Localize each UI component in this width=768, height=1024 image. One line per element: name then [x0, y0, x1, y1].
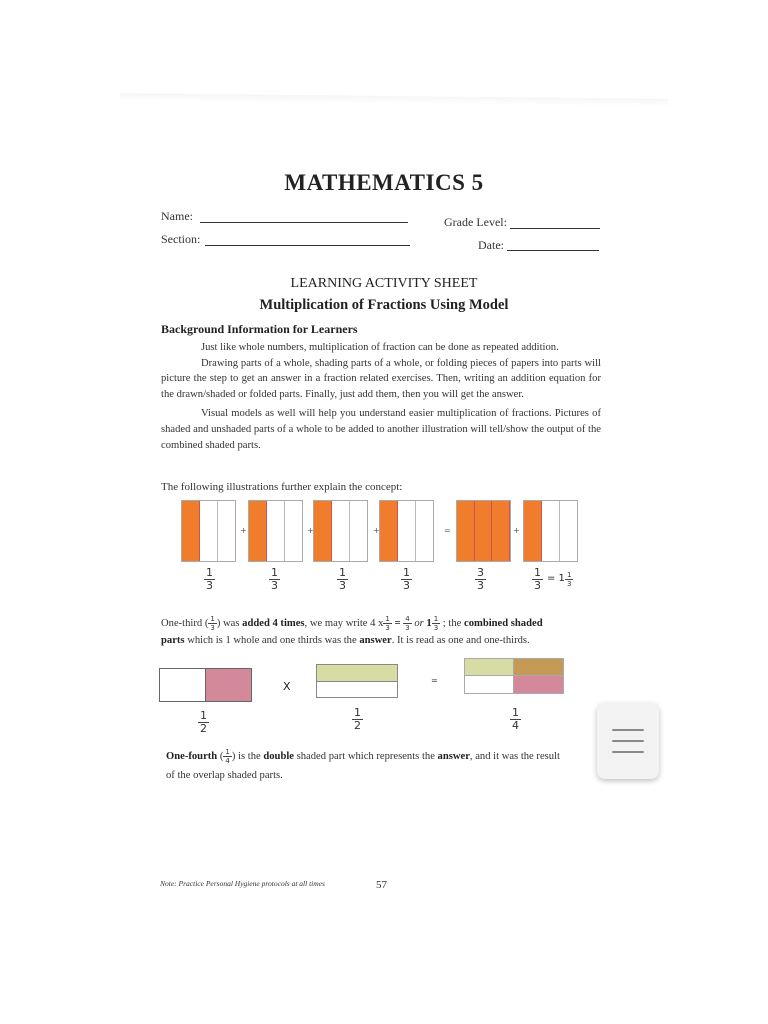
- fraction-numerator: 1: [403, 566, 410, 579]
- fraction-numerator: 1: [339, 566, 346, 579]
- shaded-third: [492, 501, 510, 561]
- explanation-bold: One-fourth: [166, 750, 218, 762]
- page-number: 57: [376, 879, 387, 891]
- fraction-label: [337, 567, 348, 592]
- explanation-text: which is 1 whole and one thirds was the: [184, 635, 360, 646]
- explanation-bold: double: [263, 750, 294, 762]
- background-text: [161, 340, 601, 453]
- mixed-whole: 1: [426, 617, 432, 629]
- fraction-denominator: 2: [354, 719, 361, 732]
- section-field-line[interactable]: [205, 245, 410, 246]
- explanation-equals: =: [391, 617, 404, 629]
- unshaded-third: [285, 501, 302, 561]
- result-equals: = 1: [547, 573, 565, 584]
- background-paragraph-3: Visual models as well will help you understand easier multiplication of fractions. Pictures of shaded and unshaded parts of a whole to be added to another illustration will tell/show the output of the combined shaded parts.: [161, 408, 601, 451]
- fraction-numerator: 1: [567, 571, 572, 579]
- inline-fraction: [383, 615, 391, 632]
- fraction-label: [475, 567, 486, 592]
- fraction-numerator: 3: [477, 566, 484, 579]
- page-title: MATHEMATICS 5: [284, 170, 484, 195]
- plus-operator: +: [240, 526, 247, 535]
- fraction-denominator: 3: [403, 579, 410, 592]
- shaded-third: [524, 501, 542, 561]
- inline-fraction: [223, 748, 231, 765]
- fraction-label: [204, 567, 215, 592]
- shaded-third: [475, 501, 493, 561]
- hamburger-menu-button[interactable]: [597, 703, 659, 779]
- unshaded-third: [560, 501, 577, 561]
- fraction-denominator: 3: [271, 579, 278, 592]
- fraction-numerator: 1: [512, 706, 519, 719]
- unshaded-third: [218, 501, 235, 561]
- fraction-numerator: 1: [433, 615, 439, 623]
- unshaded-third: [332, 501, 350, 561]
- date-field-line[interactable]: [507, 250, 599, 251]
- name-label: Name:: [161, 209, 193, 223]
- hamburger-menu-icon: [612, 751, 644, 753]
- explanation-text: , and it was the result: [469, 750, 560, 762]
- fraction-bar: [248, 500, 303, 562]
- explanation-text: is the: [235, 750, 264, 762]
- fraction-denominator: 3: [405, 624, 410, 632]
- explanation-bold: parts: [161, 635, 185, 646]
- footer-note: Note: Practice Personal Hygiene protocols at all times: [160, 879, 325, 888]
- fraction-bar: [181, 500, 236, 562]
- background-heading: Background Information for Learners: [161, 322, 358, 336]
- fraction-denominator: 2: [200, 722, 207, 735]
- unshaded-third: [542, 501, 560, 561]
- hamburger-menu-icon: [612, 740, 644, 742]
- shaded-third: [314, 501, 332, 561]
- fraction-denominator: 3: [433, 624, 439, 632]
- explanation-text: shaded part which represents the: [293, 750, 438, 762]
- fraction-denominator: 3: [206, 579, 213, 592]
- fraction-numerator: 1: [354, 706, 361, 719]
- fraction-numerator: 1: [206, 566, 213, 579]
- fraction-label: [510, 707, 521, 732]
- unshaded-cell: [317, 682, 397, 698]
- inline-fraction: [403, 615, 411, 632]
- shaded-third: [249, 501, 267, 561]
- explanation-bold: answer: [359, 635, 392, 646]
- sheet-type: LEARNING ACTIVITY SHEET: [290, 276, 478, 291]
- background-paragraph-2: Drawing parts of a whole, shading parts of a whole, or folding pieces of papers into parts will picture the step to get an answer in a fraction related exercises. Then, writing an addition equation for the drawn/shaded or folded parts. Finally, just add them, then you will get the answer.: [161, 357, 601, 400]
- fraction-label: [198, 710, 209, 735]
- fraction-bar: [523, 500, 578, 562]
- explanation-text: One-third (: [161, 617, 209, 629]
- fraction-label: [532, 567, 543, 592]
- unshaded-third: [200, 501, 218, 561]
- explanation-text: . It is read as one and one-thirds.: [391, 635, 530, 646]
- fraction-bar: [456, 500, 511, 562]
- fraction-denominator: 3: [567, 580, 572, 588]
- fraction-denominator: 3: [210, 624, 215, 632]
- times-operator: X: [283, 680, 291, 693]
- fraction-denominator: 3: [339, 579, 346, 592]
- explanation-bold: answer: [437, 750, 470, 762]
- unshaded-third: [350, 501, 367, 561]
- fraction-denominator: 3: [477, 579, 484, 592]
- explanation-text: ) was: [216, 617, 243, 629]
- fraction-numerator: 1: [210, 615, 215, 623]
- explanation-line-1: [161, 615, 543, 632]
- explanation-or: or: [411, 617, 427, 629]
- equals-operator: =: [444, 526, 451, 535]
- double-shaded-cell: [514, 659, 563, 676]
- fraction-denominator: 4: [225, 757, 230, 765]
- fraction-bar: [379, 500, 434, 562]
- pink-cell: [514, 676, 563, 693]
- explanation-bold: added 4 times: [242, 617, 305, 629]
- hamburger-menu-icon: [612, 729, 644, 731]
- fraction-bar: [313, 500, 368, 562]
- unshaded-third: [267, 501, 285, 561]
- explanation2-line-2: of the overlap shaded parts.: [166, 770, 283, 781]
- fraction-numerator: 1: [534, 566, 541, 579]
- page-edge-shadow: [120, 93, 668, 107]
- unshaded-cell: [465, 676, 514, 693]
- section-label: Section:: [161, 232, 201, 246]
- fraction-label: [269, 567, 280, 592]
- name-field-line[interactable]: [200, 222, 408, 223]
- shaded-third: [380, 501, 398, 561]
- yellow-cell: [465, 659, 514, 676]
- plus-operator: +: [513, 526, 520, 535]
- plus-operator: +: [373, 526, 380, 535]
- explanation2-line-1: One-fourth ( $\frac{1}{4}$ ) is the double shaded part which represents the answer, and it was the result: [166, 748, 560, 765]
- fraction-numerator: 1: [225, 748, 230, 756]
- fraction-numerator: 1: [271, 566, 278, 579]
- fraction-numerator: 1: [200, 709, 207, 722]
- unshaded-cell: [160, 669, 206, 701]
- grade-level-label: Grade Level:: [444, 215, 507, 229]
- unshaded-third: [416, 501, 433, 561]
- fraction-numerator: 4: [405, 615, 410, 623]
- fraction-denominator: 3: [534, 579, 541, 592]
- shaded-cell: [317, 665, 397, 682]
- unshaded-third: [398, 501, 416, 561]
- result-fraction: [565, 571, 573, 588]
- fraction-label: [352, 707, 363, 732]
- shaded-third: [457, 501, 475, 561]
- explanation-bold: combined shaded: [464, 617, 543, 629]
- shaded-cell: [206, 669, 251, 701]
- inline-fraction: [432, 615, 440, 632]
- fraction-denominator: 4: [512, 719, 519, 732]
- grade-level-field-line[interactable]: [510, 228, 600, 229]
- date-label: Date:: [478, 238, 504, 252]
- half-model-pink: [159, 668, 252, 702]
- inline-fraction: [208, 615, 216, 632]
- fraction-label: [401, 567, 412, 592]
- sheet-title: Multiplication of Fractions Using Model: [259, 297, 509, 313]
- explanation-text: ; the: [440, 617, 464, 629]
- fraction-denominator: 3: [385, 624, 390, 632]
- fraction-numerator: 1: [385, 615, 390, 623]
- shaded-third: [182, 501, 200, 561]
- explanation-line-2: [161, 635, 530, 646]
- background-paragraph-1: Just like whole numbers, multiplication of fraction can be done as repeated addition.: [201, 342, 559, 353]
- illustration-heading: The following illustrations further explain the concept:: [161, 481, 403, 493]
- half-model-yellow: [316, 664, 398, 698]
- equals-operator: =: [431, 676, 438, 685]
- plus-operator: +: [307, 526, 314, 535]
- overlap-model: [464, 658, 564, 694]
- explanation-text: , we may write 4 x: [304, 617, 384, 629]
